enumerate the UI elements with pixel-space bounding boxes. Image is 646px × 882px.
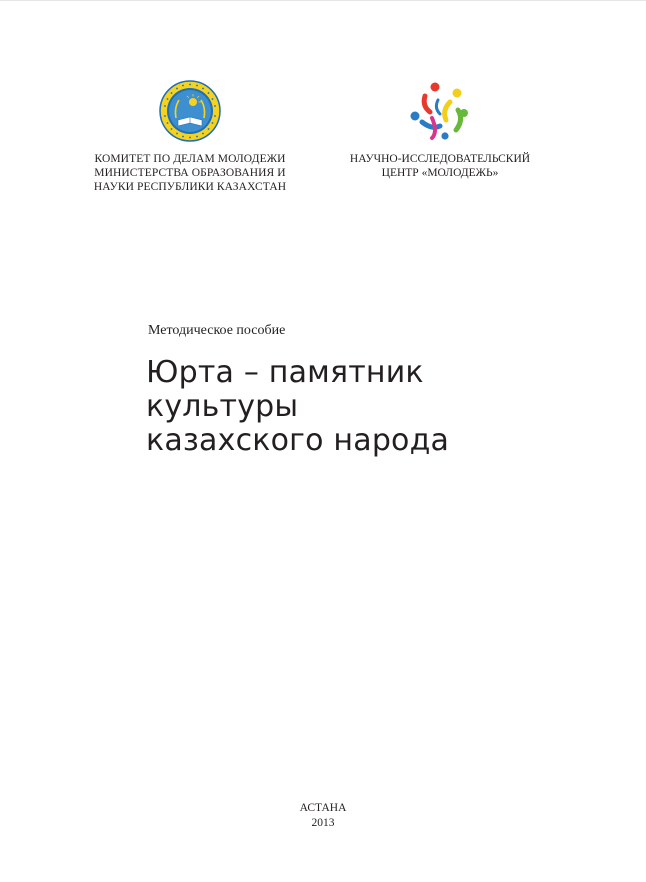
publication-imprint [0, 801, 646, 831]
document-type: Методическое пособие [148, 323, 286, 338]
committee-name-line-2: МИНИСТЕРСТВА ОБРАЗОВАНИЯ И [94, 167, 286, 179]
committee-emblem-icon [159, 80, 221, 142]
title-line-1: Юрта – памятник [146, 355, 424, 390]
research-center-name-line-1: НАУЧНО-ИССЛЕДОВАТЕЛЬСКИЙ [349, 153, 531, 165]
top-edge-rule [0, 0, 646, 1]
committee-name-line-1: КОМИТЕТ ПО ДЕЛАМ МОЛОДЕЖИ [94, 153, 286, 165]
title-line-3: казахского народа [146, 423, 450, 458]
research-center-name [330, 152, 550, 180]
publication-year: 2013 [311, 817, 335, 829]
committee-header [80, 80, 300, 194]
committee-name-line-3: НАУКИ РЕСПУБЛИКИ КАЗАХСТАН [93, 181, 287, 193]
committee-name [80, 152, 300, 194]
title-line-2: культуры [146, 389, 299, 424]
research-center-name-line-2: ЦЕНТР «МОЛОДЕЖЬ» [381, 167, 499, 179]
research-center-logo-icon [408, 80, 472, 144]
document-title [146, 356, 606, 458]
publication-city: АСТАНА [299, 802, 347, 814]
research-center-header [330, 80, 550, 180]
